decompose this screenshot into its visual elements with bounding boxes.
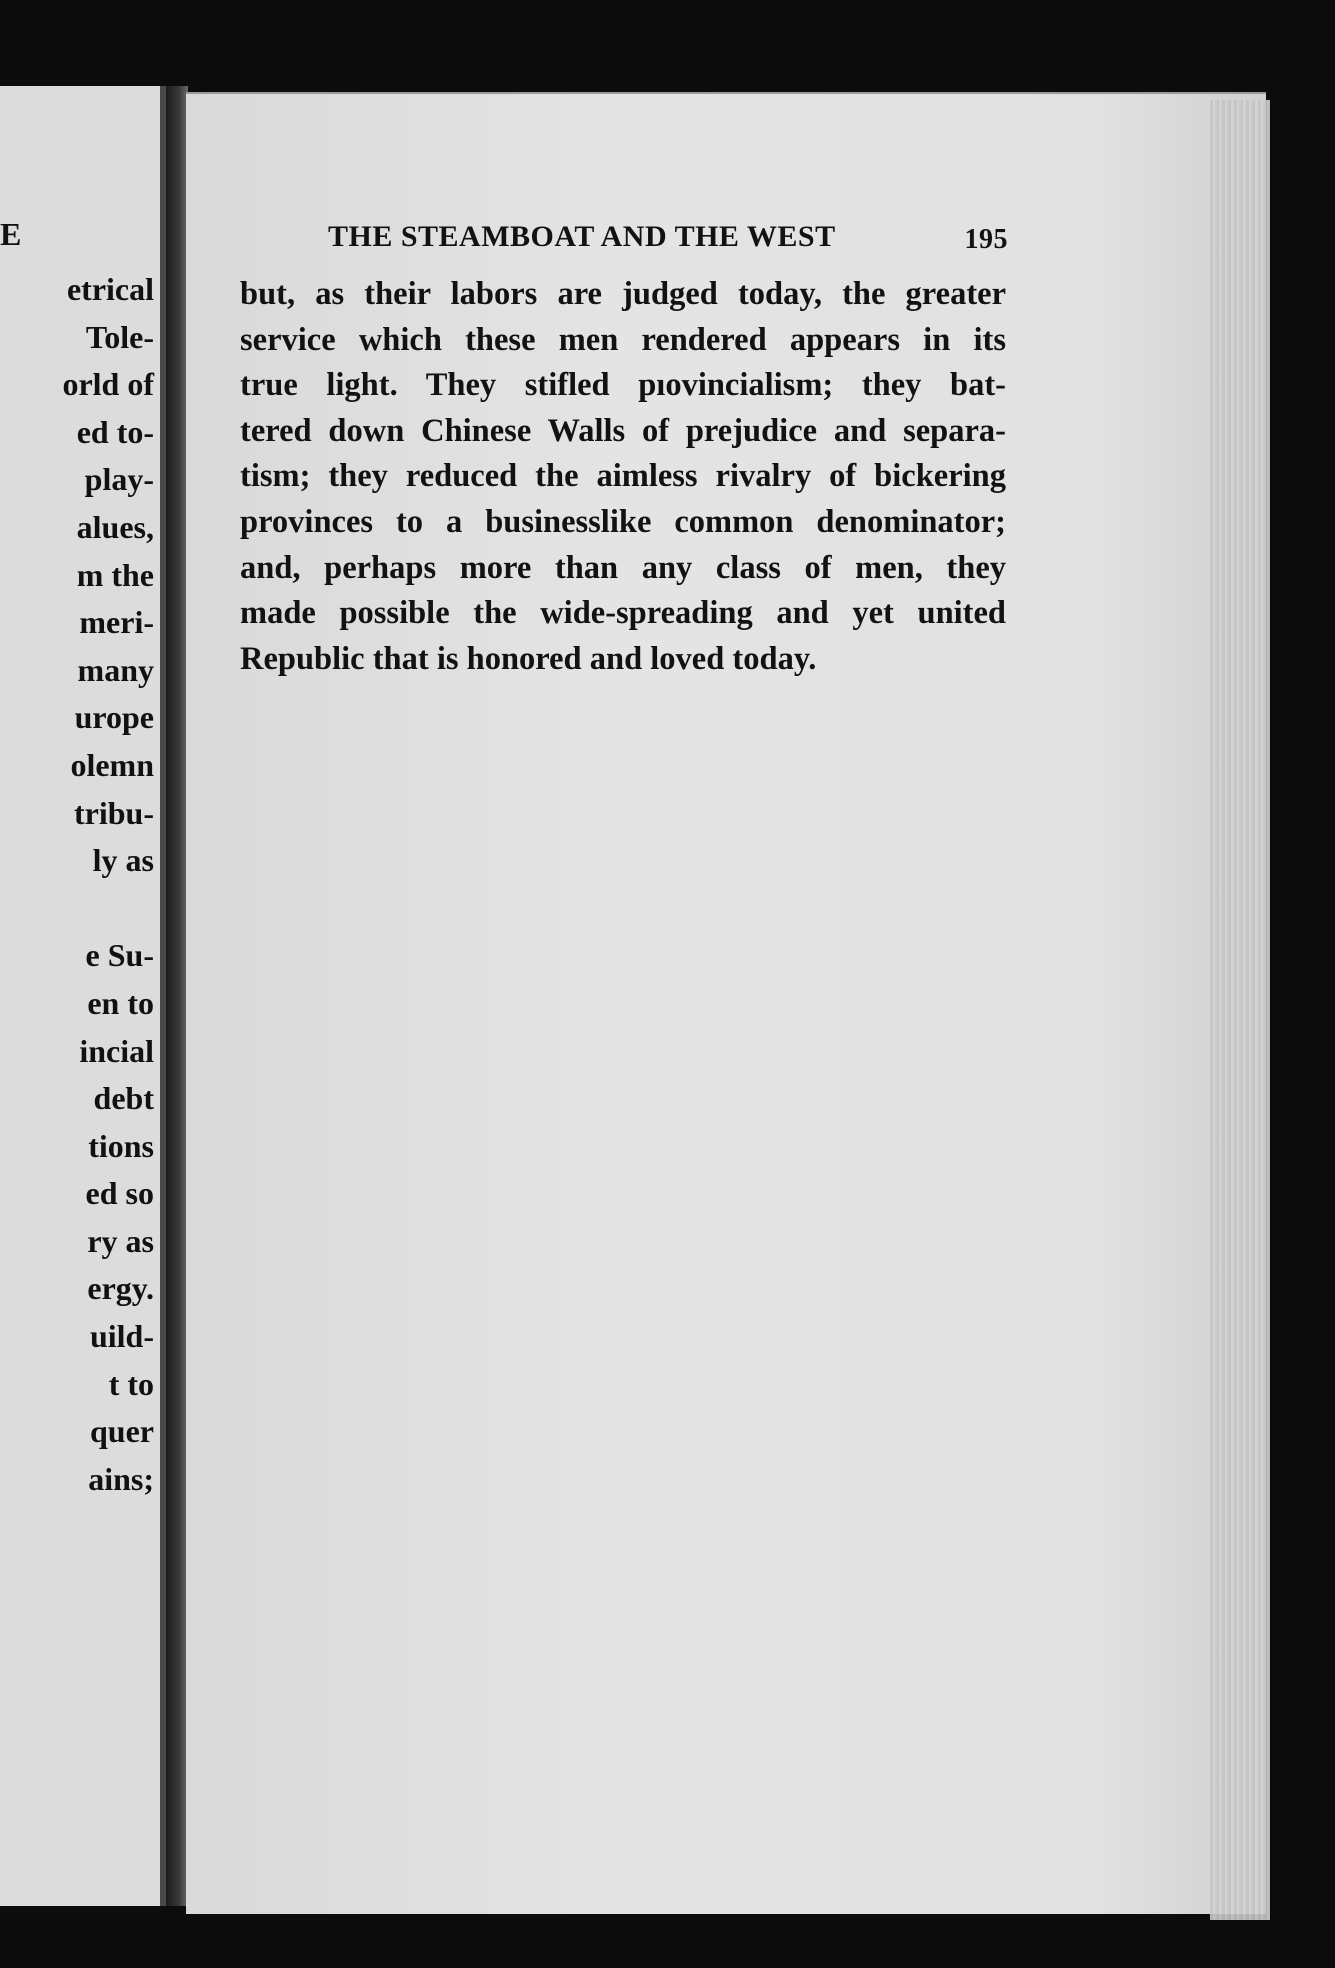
- text-line: but, as their labors are judged today, the greater: [240, 276, 1006, 312]
- text-line: made possible the wide-spreading and yet united: [240, 595, 1006, 632]
- left-text-line: en to: [87, 984, 154, 1021]
- page-edges: [1210, 100, 1270, 1920]
- left-text-line: e Su-: [85, 937, 154, 974]
- left-text-line: quer: [90, 1413, 154, 1450]
- running-head-title: THE STEAMBOAT AND THE WEST: [328, 220, 836, 253]
- text-line: service which these men rendered appears in its: [240, 321, 1006, 358]
- body-text: [240, 272, 1006, 682]
- left-page: [0, 86, 166, 1906]
- text-line: tism; they reduced the aimless rivalry of bickering: [240, 458, 1006, 495]
- left-text-line: incial: [79, 1032, 154, 1069]
- left-text-line: etrical: [66, 271, 154, 307]
- left-text-line: ry as: [87, 1222, 154, 1259]
- left-text-line: play-: [84, 461, 154, 498]
- left-text-line: Tole-: [85, 318, 154, 355]
- text-line: true light. They stifled pıovincialism; they bat-: [240, 367, 1006, 404]
- left-page-text: [62, 266, 154, 1503]
- left-text-line: ly as: [92, 842, 154, 879]
- left-text-line: meri-: [79, 604, 154, 641]
- text-line: Republic that is honored and loved today.: [240, 640, 817, 677]
- left-text-line: uild-: [89, 1318, 154, 1355]
- text-line: and, perhaps more than any class of men, they: [240, 549, 1006, 586]
- left-text-line: urope: [74, 699, 154, 736]
- left-text-line: [62, 885, 154, 933]
- text-line: provinces to a businesslike common denominator;: [240, 503, 1006, 540]
- left-text-line: m the: [76, 556, 154, 593]
- left-text-line: ed so: [85, 1175, 154, 1212]
- text-line: tered down Chinese Walls of prejudice and separa-: [240, 412, 1006, 449]
- left-text-line: t to: [108, 1365, 154, 1402]
- left-text-line: ed to-: [76, 413, 154, 450]
- running-head: [328, 220, 1012, 254]
- page-number: 195: [964, 224, 1008, 255]
- left-text-line: ains;: [88, 1460, 154, 1497]
- left-text-line: many: [77, 651, 154, 688]
- left-text-line: tribu-: [74, 794, 154, 831]
- left-text-line: orld of: [62, 366, 154, 403]
- left-running-head-fragment: E: [0, 216, 22, 252]
- book-gutter: [166, 86, 188, 1906]
- left-text-line: debt: [93, 1080, 154, 1117]
- left-text-line: ergy.: [87, 1270, 154, 1307]
- left-text-line: olemn: [70, 746, 154, 783]
- left-text-line: alues,: [76, 508, 154, 545]
- left-text-line: tions: [88, 1127, 154, 1164]
